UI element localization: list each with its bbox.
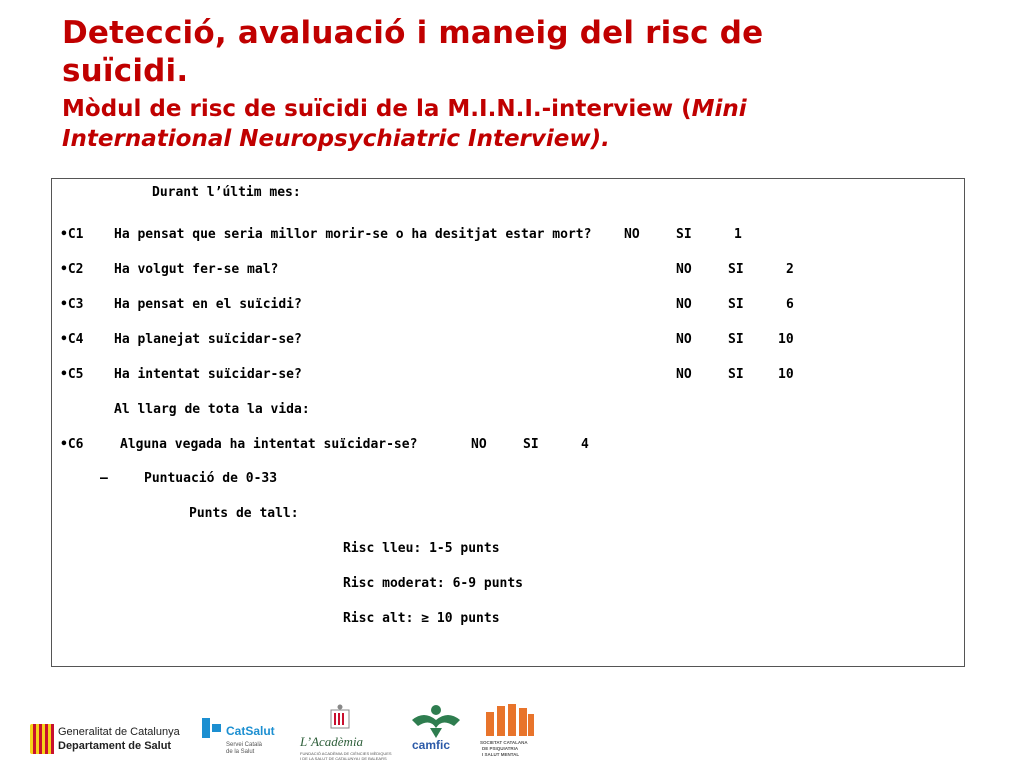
scpsm-sub1: SOCIETAT CATALANA xyxy=(480,740,528,745)
subtitle-italic-b: International Neuropsychiatric Interview). xyxy=(62,126,610,152)
item-c3-si: SI xyxy=(728,297,744,312)
cutoff-moderate: Risc moderat: 6-9 punts xyxy=(343,576,524,591)
camfic-name: camfic xyxy=(412,738,451,752)
item-c1-no: NO xyxy=(624,227,640,242)
senyera-icon xyxy=(30,724,54,754)
item-c1-score: 1 xyxy=(734,227,742,242)
period-lifetime: Al llarg de tota la vida: xyxy=(114,402,310,417)
catsalut-logo xyxy=(200,716,290,760)
item-c3-bullet: •C3 xyxy=(60,297,84,312)
item-c5-si: SI xyxy=(728,367,744,382)
item-c6-si: SI xyxy=(523,437,539,452)
catsalut-sub1: Servei Català xyxy=(226,742,263,748)
item-c1-question: Ha pensat que seria millor morir-se o ha desitjat estar mort? xyxy=(114,227,592,242)
item-c6-no: NO xyxy=(471,437,487,452)
academia-name: L’Acadèmia xyxy=(300,734,364,749)
period-last-month: Durant l’últim mes: xyxy=(152,185,301,200)
item-c4-no: NO xyxy=(676,332,692,347)
generalitat-line1: Generalitat de Catalunya xyxy=(58,726,180,738)
title-line-1: Detecció, avaluació i maneig del risc de xyxy=(62,15,764,51)
footer-logos xyxy=(0,700,1024,768)
catsalut-name: CatSalut xyxy=(226,724,275,738)
cutoff-low: Risc lleu: 1-5 punts xyxy=(343,541,500,556)
camfic-logo xyxy=(408,704,468,760)
catsalut-sub2: de la Salut xyxy=(226,749,255,755)
item-c5-score: 10 xyxy=(778,367,794,382)
item-c3-no: NO xyxy=(676,297,692,312)
item-c4-question: Ha planejat suïcidar-se? xyxy=(114,332,302,347)
item-c4-si: SI xyxy=(728,332,744,347)
title-line-2: suïcidi. xyxy=(62,53,189,89)
catsalut-icon xyxy=(200,716,222,740)
academia-sub1: FUNDACIÓ ACADÈMIA DE CIÈNCIES MÈDIQUES xyxy=(300,751,392,756)
camfic-people-icon xyxy=(408,704,464,740)
item-c2-bullet: •C2 xyxy=(60,262,84,277)
item-c2-si: SI xyxy=(728,262,744,277)
item-c3-question: Ha pensat en el suïcidi? xyxy=(114,297,302,312)
item-c4-bullet: •C4 xyxy=(60,332,84,347)
item-c6-score: 4 xyxy=(581,437,589,452)
academia-sub2: I DE LA SALUT DE CATALUNYA I DE BALEARS xyxy=(300,756,387,761)
scpsm-sub3: I SALUT MENTAL xyxy=(482,752,520,757)
item-c6-bullet: •C6 xyxy=(60,437,84,452)
item-c1-si: SI xyxy=(676,227,692,242)
subtitle xyxy=(62,94,982,154)
cutoff-high: Risc alt: ≥ 10 punts xyxy=(343,611,500,626)
score-range: Puntuació de 0-33 xyxy=(144,471,278,486)
item-c2-score: 2 xyxy=(786,262,794,277)
academia-emblem-icon xyxy=(328,704,352,730)
generalitat-logo xyxy=(30,722,200,758)
subtitle-italic-a: Mini xyxy=(691,96,747,122)
scpsm-sub2: DE PSIQUIATRIA xyxy=(482,746,519,751)
item-c1-bullet: •C1 xyxy=(60,227,84,242)
item-c4-score: 10 xyxy=(778,332,794,347)
slide-title xyxy=(62,14,982,154)
generalitat-line2: Departament de Salut xyxy=(58,740,172,752)
subtitle-text: Mòdul de risc de suïcidi de la M.I.N.I.-interview ( xyxy=(62,96,692,122)
item-c3-score: 6 xyxy=(786,297,794,312)
item-c6-question: Alguna vegada ha intentat suïcidar-se? xyxy=(120,437,418,452)
scpsm-columns-icon xyxy=(484,704,536,736)
range-dash: – xyxy=(100,471,108,486)
mini-suicide-module-box xyxy=(51,178,965,667)
item-c2-no: NO xyxy=(676,262,692,277)
item-c5-bullet: •C5 xyxy=(60,367,84,382)
academia-logo xyxy=(298,704,398,764)
scpsm-logo xyxy=(478,704,542,762)
cutoff-title: Punts de tall: xyxy=(189,506,299,521)
item-c5-no: NO xyxy=(676,367,692,382)
item-c5-question: Ha intentat suïcidar-se? xyxy=(114,367,302,382)
item-c2-question: Ha volgut fer-se mal? xyxy=(114,262,279,277)
